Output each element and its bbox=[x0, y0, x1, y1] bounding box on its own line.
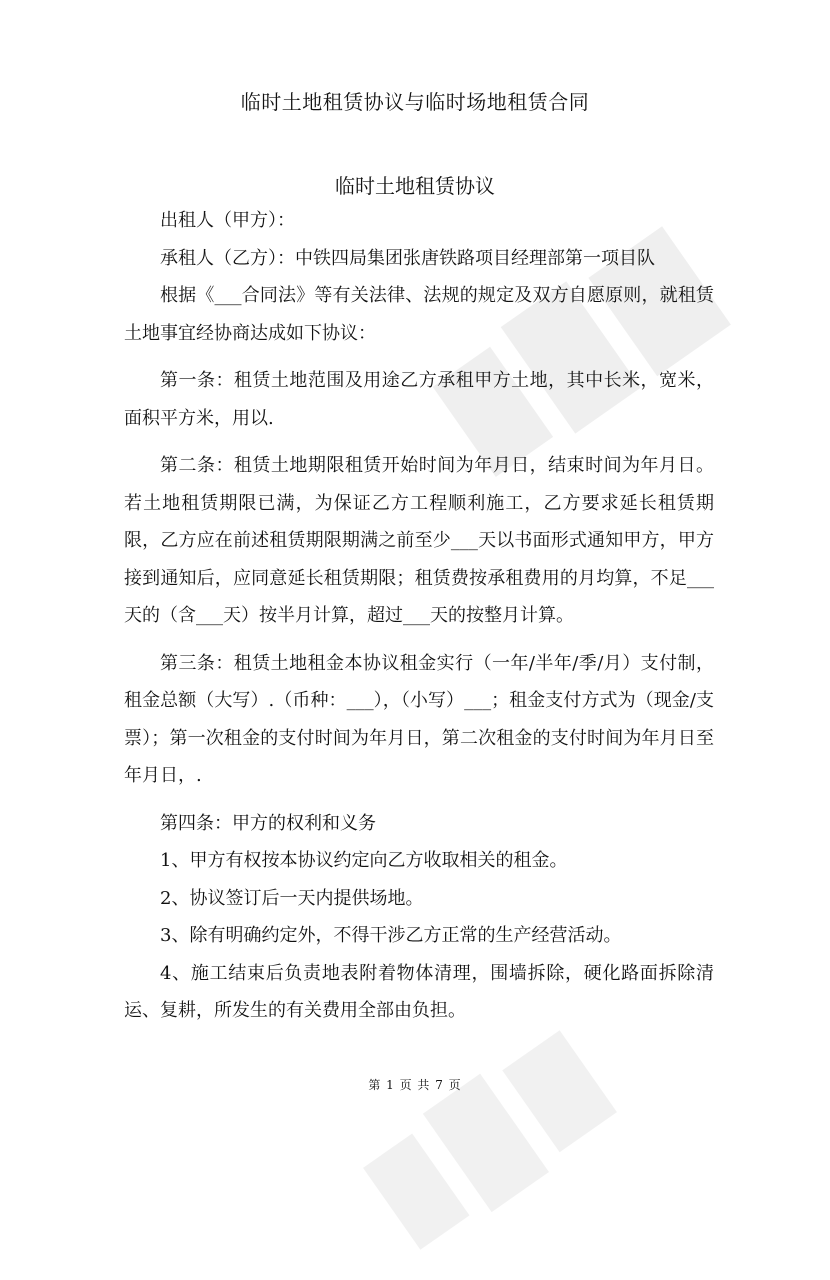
list-item: 3、除有明确约定外，不得干涉乙方正常的生产经营活动。 bbox=[160, 925, 622, 946]
watermark bbox=[338, 1000, 643, 1280]
list-item: 4、施工结束后负责地表附着物体清理，围墙拆除，硬化路面拆除清运、复耕，所发生的有关费用全部由负担。 bbox=[124, 962, 714, 1021]
document-body bbox=[124, 202, 714, 1030]
list-item: 2、协议签订后一天内提供场地。 bbox=[160, 887, 424, 909]
paragraph-lessor: 出租人（甲方）： bbox=[160, 210, 295, 231]
document-subtitle: 临时土地租赁协议 bbox=[335, 174, 495, 198]
paragraph-basis: 根据《___合同法》等有关法律、法规的规定及双方自愿原则，就租赁土地事宜经协商达成如下协议： bbox=[124, 285, 714, 344]
paragraph-lessee: 承租人（乙方）：中铁四局集团张唐铁路项目经理部第一项目队 bbox=[160, 247, 655, 269]
paragraph-article-1: 第一条：租赁土地范围及用途乙方承租甲方土地，其中长米，宽米，面积平方米，用以. bbox=[124, 370, 714, 429]
list-item: 1、甲方有权按本协议约定向乙方收取相关的租金。 bbox=[160, 850, 568, 871]
paragraph-article-2: 第二条：租赁土地期限租赁开始时间为年月日，结束时间为年月日。若土地租赁期限已满，为保证乙方工程顺利施工，乙方要求延长租赁期限，乙方应在前述租赁期限期满之前至少___天以书面形式通知甲方，甲方接到通知后，应同意延长租赁期限；租赁费按承租费用的月均算，不足___天的（含___天）按半月计算，超过___天的按整月计算。 bbox=[124, 455, 714, 626]
paragraph-article-3: 第三条：租赁土地租金本协议租金实行（一年/半年/季/月）支付制，租金总额（大写）.（币种：___），（小写）___；租金支付方式为（现金/支票）；第一次租金的支付时间为年月日，第二次租金的支付时间为年月日至年月日，. bbox=[124, 652, 714, 786]
paragraph-article-4: 第四条：甲方的权利和义务 bbox=[160, 812, 376, 834]
document-title: 临时土地租赁协议与临时场地租赁合同 bbox=[240, 90, 590, 114]
page-number: 第 1 页 共 7 页 bbox=[368, 1078, 462, 1092]
